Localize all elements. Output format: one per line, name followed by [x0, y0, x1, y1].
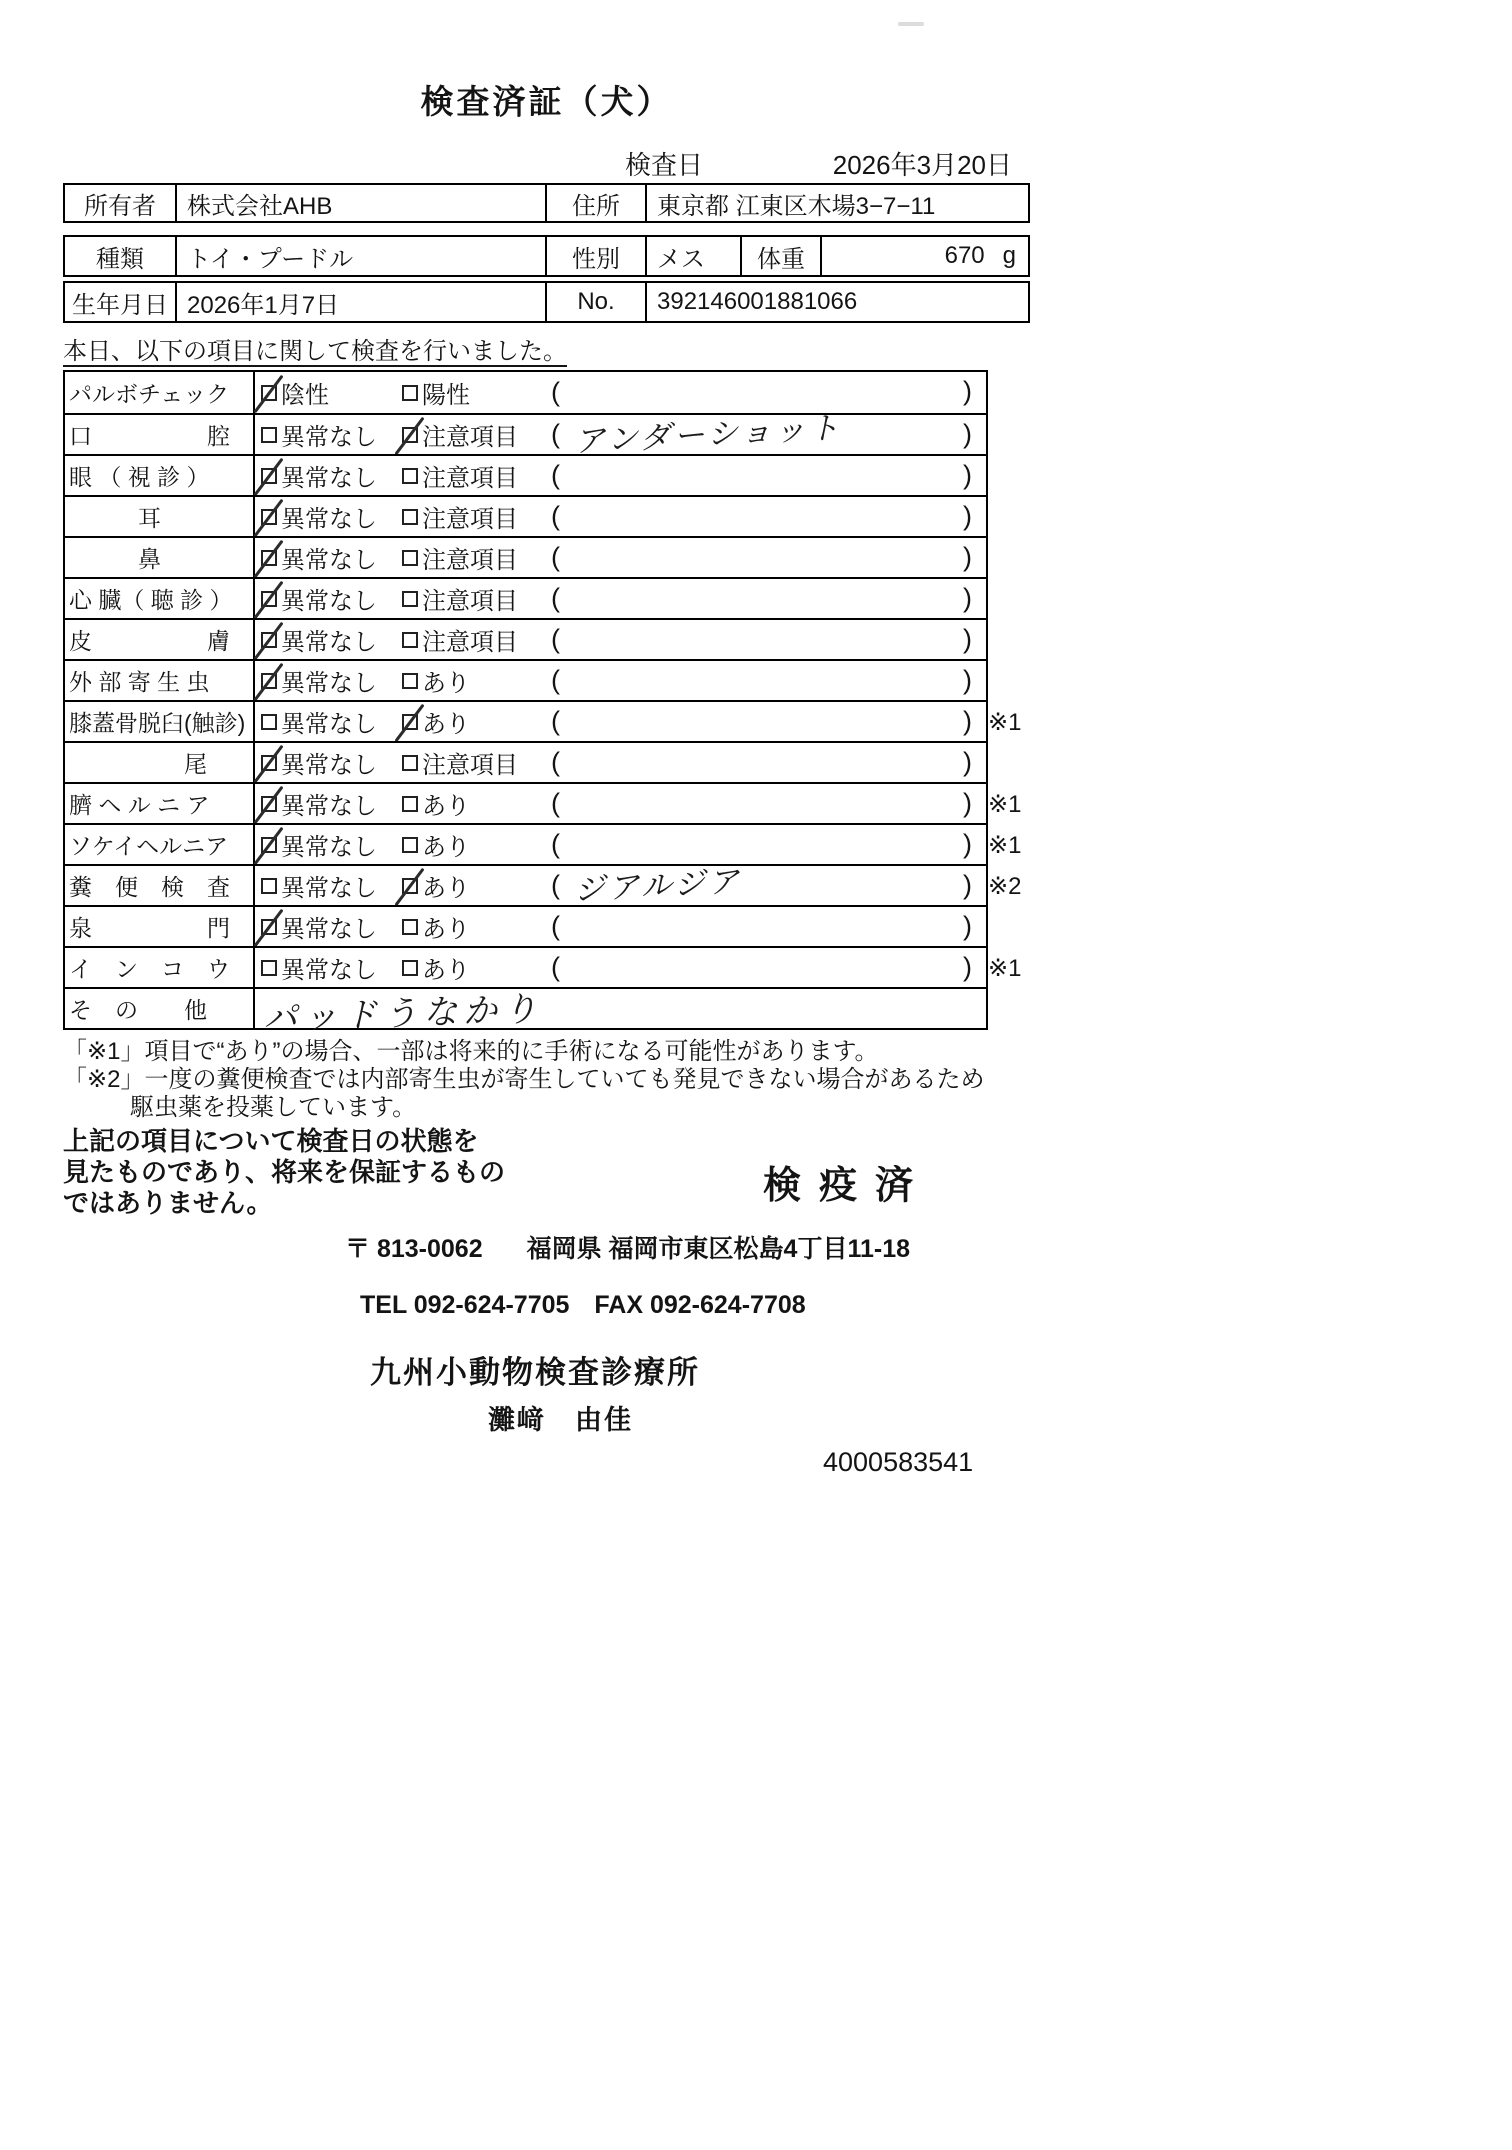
option-label: 異常なし — [281, 711, 377, 738]
exam-item-label: 膝蓋骨脱臼(触診) — [65, 702, 255, 741]
option-label: 注意項目 — [422, 752, 518, 779]
owner-table — [63, 183, 1030, 223]
inspection-date-value: 2026年3月20日 — [832, 150, 1012, 180]
exam-item-label: 皮 膚 — [65, 620, 255, 659]
option-label: 異常なし — [281, 875, 377, 902]
remarks-field: ( ) — [551, 542, 972, 572]
checkbox-present[interactable] — [402, 960, 418, 976]
footnote-marker: ※1 — [988, 832, 1022, 859]
birthdate-label: 生年月日 — [72, 291, 168, 319]
option-label: 異常なし — [281, 916, 377, 943]
bottom-section — [63, 1126, 1030, 1478]
option-label: 陽性 — [422, 382, 470, 409]
remarks-field: ( ) — [551, 747, 972, 777]
checklist-row-tail — [65, 741, 986, 782]
checklist-row-parvo — [65, 372, 986, 413]
clinic-name: 九州小動物検査診療所 — [370, 1355, 700, 1390]
checklist-table — [63, 370, 1022, 1038]
weight-value-cell — [820, 237, 1028, 275]
option-label: あり — [422, 957, 470, 984]
weight-unit: g — [1002, 242, 1016, 269]
owner-value: 株式会社AHB — [175, 185, 545, 221]
option-label: 異常なし — [281, 424, 377, 451]
remarks-field: ( ) — [551, 460, 972, 490]
checklist-row-inguinal-hernia — [65, 823, 1022, 864]
handwritten-remark: アンダーショット — [573, 410, 844, 459]
checkbox-present[interactable] — [402, 878, 418, 894]
checkbox-present[interactable] — [402, 919, 418, 935]
address-label: 住所 — [545, 185, 645, 221]
checkbox-caution[interactable] — [402, 550, 418, 566]
checkbox-no-abnormality[interactable] — [261, 755, 277, 771]
option-label: あり — [422, 916, 470, 943]
option-label: 注意項目 — [422, 629, 518, 656]
exam-item-label: パルボチェック — [65, 372, 255, 413]
checkbox-caution[interactable] — [402, 509, 418, 525]
option-label: 注意項目 — [422, 506, 518, 533]
option-label: あり — [422, 875, 470, 902]
breed-table — [63, 235, 1030, 277]
page-title: 検査済証（犬） — [420, 83, 673, 120]
footnote-marker: ※1 — [988, 709, 1022, 736]
address-value: 東京都 江東区木場3−7−11 — [645, 185, 1028, 221]
option-label: 陰性 — [281, 382, 329, 409]
handwritten-remark: パッドうなかり — [262, 990, 544, 1038]
checkbox-caution[interactable] — [402, 632, 418, 648]
remarks-field: ( ジアルジア ) — [545, 866, 986, 905]
checklist-row-nose — [65, 536, 986, 577]
exam-item-label: 心 臓（ 聴 診 ） — [65, 579, 255, 618]
no-value: 392146001881066 — [645, 283, 1028, 321]
checkbox-present[interactable] — [402, 714, 418, 730]
remarks-field: ( ) — [551, 376, 972, 407]
checklist-row-patella — [65, 700, 1022, 741]
clinic-address: 福岡県 福岡市東区松島4丁目11-18 — [526, 1235, 911, 1263]
remarks-field: ( ) — [551, 829, 972, 859]
checkbox-no-abnormality[interactable] — [261, 714, 277, 730]
option-label: 異常なし — [281, 752, 377, 779]
checkbox-caution[interactable] — [402, 591, 418, 607]
checklist-row-umbilical-hernia — [65, 782, 1022, 823]
checkbox-no-abnormality[interactable] — [261, 796, 277, 812]
checklist-row-ears — [65, 495, 986, 536]
no-label: No. — [545, 283, 645, 321]
sex-value: メス — [645, 237, 740, 275]
clinic-tel-fax: TEL 092-624-7705 FAX 092-624-7708 — [360, 1291, 806, 1319]
checkbox-no-abnormality[interactable] — [261, 427, 277, 443]
option-label: 注意項目 — [422, 424, 518, 451]
checkbox-no-abnormality[interactable] — [261, 878, 277, 894]
checklist-row-heart — [65, 577, 986, 618]
remarks-field: ( ) — [551, 583, 972, 613]
owner-label: 所有者 — [84, 192, 156, 220]
checklist-row-skin — [65, 618, 986, 659]
checkbox-no-abnormality[interactable] — [261, 673, 277, 689]
checkbox-present[interactable] — [402, 796, 418, 812]
remarks-field: ( ) — [551, 788, 972, 818]
exam-item-label: 尾 — [65, 743, 255, 782]
checkbox-present[interactable] — [402, 673, 418, 689]
weight-label: 体重 — [740, 237, 820, 275]
birthdate-value: 2026年1月7日 — [175, 283, 545, 321]
footnotes — [63, 1038, 1030, 1122]
option-label: 異常なし — [281, 588, 377, 615]
checklist-row-fontanelle — [65, 905, 986, 946]
checklist-row-eyes — [65, 454, 986, 495]
option-label: 異常なし — [281, 793, 377, 820]
exam-item-label: イ ン コ ウ — [65, 948, 255, 987]
remarks-field: ( ) — [551, 624, 972, 654]
exam-item-label: 泉 門 — [65, 907, 255, 946]
checkbox-no-abnormality[interactable] — [261, 591, 277, 607]
clinic-address-line — [63, 1229, 1030, 1265]
footnote-2-line2: 駆虫薬を投薬しています。 — [130, 1094, 417, 1121]
footnote-marker: ※2 — [988, 873, 1022, 900]
option-label: 異常なし — [281, 629, 377, 656]
checkbox-negative[interactable] — [261, 385, 277, 401]
document-body — [63, 70, 1030, 1478]
remarks-field: ( ) — [551, 952, 972, 982]
checkbox-no-abnormality[interactable] — [261, 837, 277, 853]
checkbox-no-abnormality[interactable] — [261, 632, 277, 648]
footnote-marker: ※1 — [988, 791, 1022, 818]
remarks-field: ( アンダーショット ) — [545, 415, 986, 454]
remarks-field: ( ) — [551, 911, 972, 941]
option-label: 異常なし — [281, 547, 377, 574]
intro-sentence: 本日、以下の項目に関して検査を行いました。 — [63, 338, 567, 365]
checklist-row-mouth — [65, 410, 986, 459]
exam-item-label: 耳 — [65, 497, 255, 536]
other-remarks-field — [255, 989, 986, 1038]
exam-item-label: そ の 他 — [65, 989, 255, 1028]
exam-item-label: 口 腔 — [65, 415, 255, 454]
option-label: あり — [422, 711, 470, 738]
exam-item-label: 外 部 寄 生 虫 — [65, 661, 255, 700]
checkbox-caution[interactable] — [402, 427, 418, 443]
option-label: 注意項目 — [422, 465, 518, 492]
option-label: 注意項目 — [422, 547, 518, 574]
veterinarian-name: 灘﨑 由佳 — [488, 1405, 633, 1435]
exam-item-label: 臍 ヘ ル ニ ア — [65, 784, 255, 823]
option-label: あり — [422, 793, 470, 820]
option-label: 異常なし — [281, 834, 377, 861]
exam-item-label: 糞 便 検 査 — [65, 866, 255, 905]
checkbox-no-abnormality[interactable] — [261, 919, 277, 935]
checkbox-no-abnormality[interactable] — [261, 960, 277, 976]
option-label: 異常なし — [281, 506, 377, 533]
checkbox-caution[interactable] — [402, 755, 418, 771]
checkbox-positive[interactable] — [402, 385, 418, 401]
checkbox-no-abnormality[interactable] — [261, 468, 277, 484]
serial-number: 4000583541 — [823, 1447, 974, 1477]
option-label: 注意項目 — [422, 588, 518, 615]
handwritten-remark: ジアルジア — [573, 863, 743, 908]
option-label: 異常なし — [281, 465, 377, 492]
remarks-field: ( ) — [551, 706, 972, 736]
quarantine-stamp: 検疫済 — [763, 1165, 932, 1207]
option-label: 異常なし — [281, 670, 377, 697]
checklist-row-fecal-exam — [65, 863, 1022, 908]
sex-label: 性別 — [545, 237, 645, 275]
weight-value: 670 — [944, 242, 985, 269]
birthdate-table — [63, 281, 1030, 323]
option-label: あり — [422, 670, 470, 697]
clinic-postal-code: 〒 813-0062 — [345, 1235, 483, 1263]
checklist-row-external-parasites — [65, 659, 986, 700]
disclaimer-text: 上記の項目について検査日の状態を 見たものであり、将来を保証するもの ではありません。 — [63, 1126, 506, 1218]
option-label: 異常なし — [281, 957, 377, 984]
breed-label: 種類 — [96, 245, 144, 273]
inspection-date-label: 検査日 — [625, 150, 704, 180]
exam-item-label: 鼻 — [65, 538, 255, 577]
remarks-field: ( ) — [551, 501, 972, 531]
checkbox-present[interactable] — [402, 837, 418, 853]
remarks-field: ( ) — [551, 665, 972, 695]
exam-item-label: 眼 （ 視 診 ） — [65, 456, 255, 495]
exam-item-label: ソケイヘルニア — [65, 825, 255, 864]
scan-artifact — [898, 22, 924, 26]
checklist-row-other — [65, 987, 986, 1038]
checkbox-no-abnormality[interactable] — [261, 509, 277, 525]
footnote-2-line1: 「※2」一度の糞便検査では内部寄生虫が寄生していても発見できない場合があるため — [63, 1066, 985, 1093]
footnote-marker: ※1 — [988, 955, 1022, 982]
checkbox-caution[interactable] — [402, 468, 418, 484]
breed-value: トイ・プードル — [175, 237, 545, 275]
checkbox-no-abnormality[interactable] — [261, 550, 277, 566]
footnote-1: 「※1」項目で“あり”の場合、一部は将来的に手術になる可能性があります。 — [63, 1038, 879, 1065]
inspection-date-row — [63, 145, 1030, 181]
option-label: あり — [422, 834, 470, 861]
